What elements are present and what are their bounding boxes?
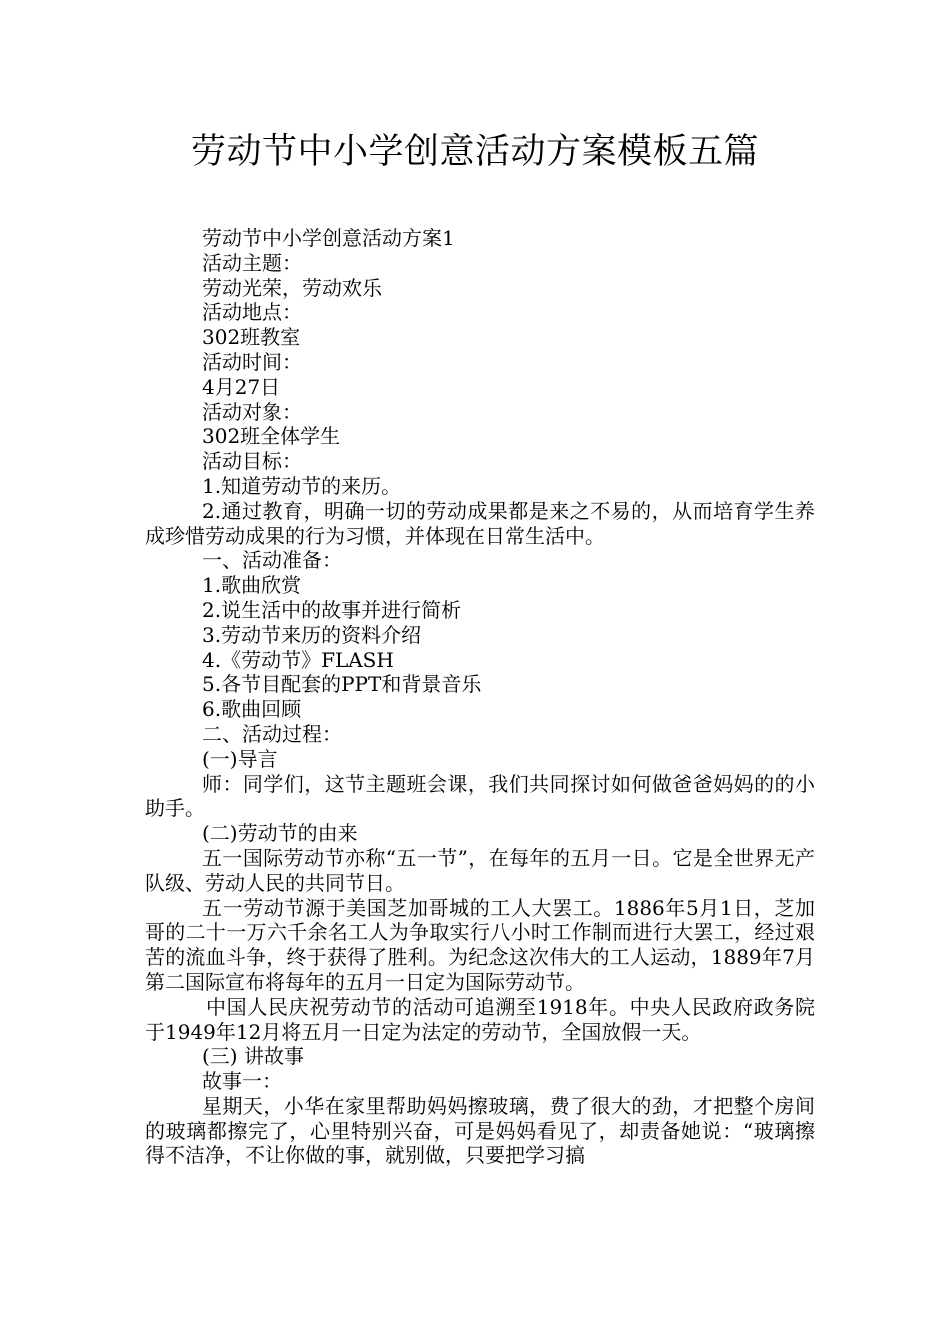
section-heading: 一、活动准备： bbox=[202, 548, 342, 573]
body-paragraph: 中国人民庆祝劳动节的活动可追溯至1918年。中央人民政府政务院于1949年12月将五月一日定为法定的劳动节，全国放假一天。 bbox=[145, 994, 815, 1044]
field-value: 4月27日 bbox=[202, 374, 281, 399]
field-label: 活动主题： bbox=[202, 250, 302, 275]
list-item: 1.知道劳动节的来历。 bbox=[202, 473, 402, 498]
field-value: 劳动光荣，劳动欢乐 bbox=[202, 275, 382, 300]
field-label: 活动目标： bbox=[202, 449, 302, 474]
list-item: 2.通过教育，明确一切的劳动成果都是来之不易的，从而培育学生养成珍惜劳动成果的行为习惯，并体现在日常生活中。 bbox=[145, 498, 815, 548]
field-label: 故事一： bbox=[202, 1069, 282, 1094]
section-heading: 二、活动过程： bbox=[202, 721, 342, 746]
list-item: 1.歌曲欣赏 bbox=[202, 573, 302, 598]
field-value: 302班全体学生 bbox=[202, 424, 341, 449]
body-paragraph: 五一劳动节源于美国芝加哥城的工人大罢工。1886年5月1日，芝加哥的二十一万六千余名工人为争取实行八小时工作制而进行大罢工，经过艰苦的流血斗争，终于获得了胜利。为纪念这次伟大的工人运动，1889年7月第二国际宣布将每年的五月一日定为国际劳动节。 bbox=[145, 895, 815, 994]
field-label: 活动时间： bbox=[202, 349, 302, 374]
list-item: 3.劳动节来历的资料介绍 bbox=[202, 622, 422, 647]
list-item: 2.说生活中的故事并进行简析 bbox=[202, 597, 462, 622]
list-item: 6.歌曲回顾 bbox=[202, 697, 302, 722]
subsection-heading: (一)导言 bbox=[202, 746, 278, 771]
body-paragraph: 星期天，小华在家里帮助妈妈擦玻璃，费了很大的劲，才把整个房间的玻璃都擦完了，心里特别兴奋，可是妈妈看见了，却责备她说：“玻璃擦得不洁净，不让你做的事，就别做，只要把学习搞 bbox=[145, 1093, 815, 1168]
subsection-heading: (二)劳动节的由来 bbox=[202, 821, 358, 846]
body-paragraph: 师：同学们，这节主题班会课，我们共同探讨如何做爸爸妈妈的的小助手。 bbox=[145, 771, 815, 821]
field-value: 302班教室 bbox=[202, 325, 301, 350]
section-heading: 劳动节中小学创意活动方案1 bbox=[202, 226, 455, 250]
document-title: 劳动节中小学创意活动方案模板五篇 bbox=[190, 132, 759, 172]
field-label: 活动地点： bbox=[202, 300, 302, 325]
field-label: 活动对象： bbox=[202, 399, 302, 424]
document-body bbox=[145, 226, 815, 1168]
subsection-heading: (三) 讲故事 bbox=[202, 1044, 304, 1069]
list-item: 4.《劳动节》FLASH bbox=[202, 647, 394, 672]
list-item: 5.各节目配套的PPT和背景音乐 bbox=[202, 672, 482, 697]
body-paragraph: 五一国际劳动节亦称“五一节”，在每年的五月一日。它是全世界无产队级、劳动人民的共同节日。 bbox=[145, 845, 815, 895]
